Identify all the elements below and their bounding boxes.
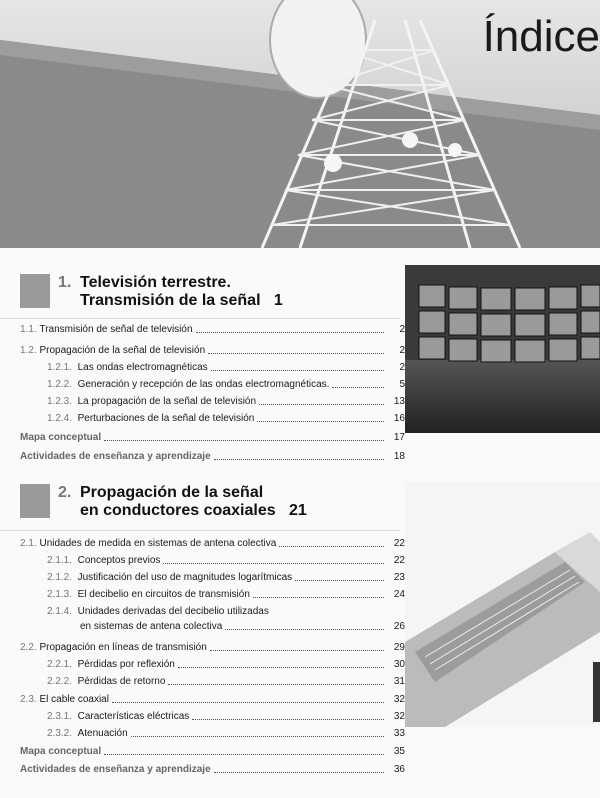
divider: [0, 318, 400, 319]
toc-entry-continuation[interactable]: en sistemas de antena colectiva 26: [80, 621, 405, 632]
toc-entry[interactable]: 2.1.1. Conceptos previos 22: [47, 555, 405, 566]
toc-entry[interactable]: 2.1.3. El decibelio en circuitos de transmisión 24: [47, 589, 405, 600]
chapter-title: Propagación de la señal en conductores coaxiales 21: [80, 484, 307, 519]
toc-entry-activities[interactable]: Actividades de enseñanza y aprendizaje 36: [20, 764, 405, 775]
toc-entry[interactable]: 1.2.1. Las ondas electromagnéticas 2: [47, 362, 405, 373]
chapter-2-heading[interactable]: [20, 484, 400, 520]
chapter-title: Televisión terrestre. Transmisión de la señal 1: [80, 274, 283, 309]
toc-entry[interactable]: 1.2.2. Generación y recepción de las ondas electromagnéticas. 5: [47, 379, 405, 390]
header-banner: [0, 0, 600, 248]
chapter-page: 21: [288, 502, 307, 519]
toc-entry[interactable]: 1.1. Transmisión de señal de televisión 2: [20, 324, 405, 335]
toc-entry[interactable]: 2.1.4. Unidades derivadas del decibelio utilizadas: [47, 606, 269, 617]
toc-entry[interactable]: 1.2.4. Perturbaciones de la señal de televisión 16: [47, 413, 405, 424]
chapter-marker: [20, 274, 50, 308]
video-wall-photo: [405, 265, 600, 433]
toc-entry[interactable]: 2.1. Unidades de medida en sistemas de antena colectiva 22: [20, 538, 405, 549]
divider: [0, 530, 400, 531]
coaxial-cable-photo: [405, 482, 600, 727]
toc-entry[interactable]: 1.2.3. La propagación de la señal de televisión 13: [47, 396, 405, 407]
page-title: Índice: [482, 12, 600, 61]
toc-entry-concept-map[interactable]: Mapa conceptual 17: [20, 432, 405, 443]
toc-entry-concept-map[interactable]: Mapa conceptual 35: [20, 746, 405, 757]
chapter-1-heading[interactable]: [20, 274, 400, 310]
toc-entry[interactable]: 2.2.1. Pérdidas por reflexión 30: [47, 659, 405, 670]
toc-entry[interactable]: 2.3. El cable coaxial 32: [20, 694, 405, 705]
toc-entry[interactable]: 2.1.2. Justificación del uso de magnitudes logarítmicas 23: [47, 572, 405, 583]
chapter-page: 1: [273, 292, 283, 309]
chapter-marker: [20, 484, 50, 518]
toc-entry[interactable]: 2.2.2. Pérdidas de retorno 31: [47, 676, 405, 687]
toc-entry-activities[interactable]: Actividades de enseñanza y aprendizaje 18: [20, 451, 405, 462]
chapter-number: 2.: [58, 484, 72, 501]
toc-entry[interactable]: 2.3.1. Características eléctricas 32: [47, 711, 405, 722]
toc-entry[interactable]: 1.2. Propagación de la señal de televisión 2: [20, 345, 405, 356]
toc-entry[interactable]: 2.3.2. Atenuación 33: [47, 728, 405, 739]
toc-entry[interactable]: 2.2. Propagación en líneas de transmisión 29: [20, 642, 405, 653]
chapter-number: 1.: [58, 274, 72, 291]
